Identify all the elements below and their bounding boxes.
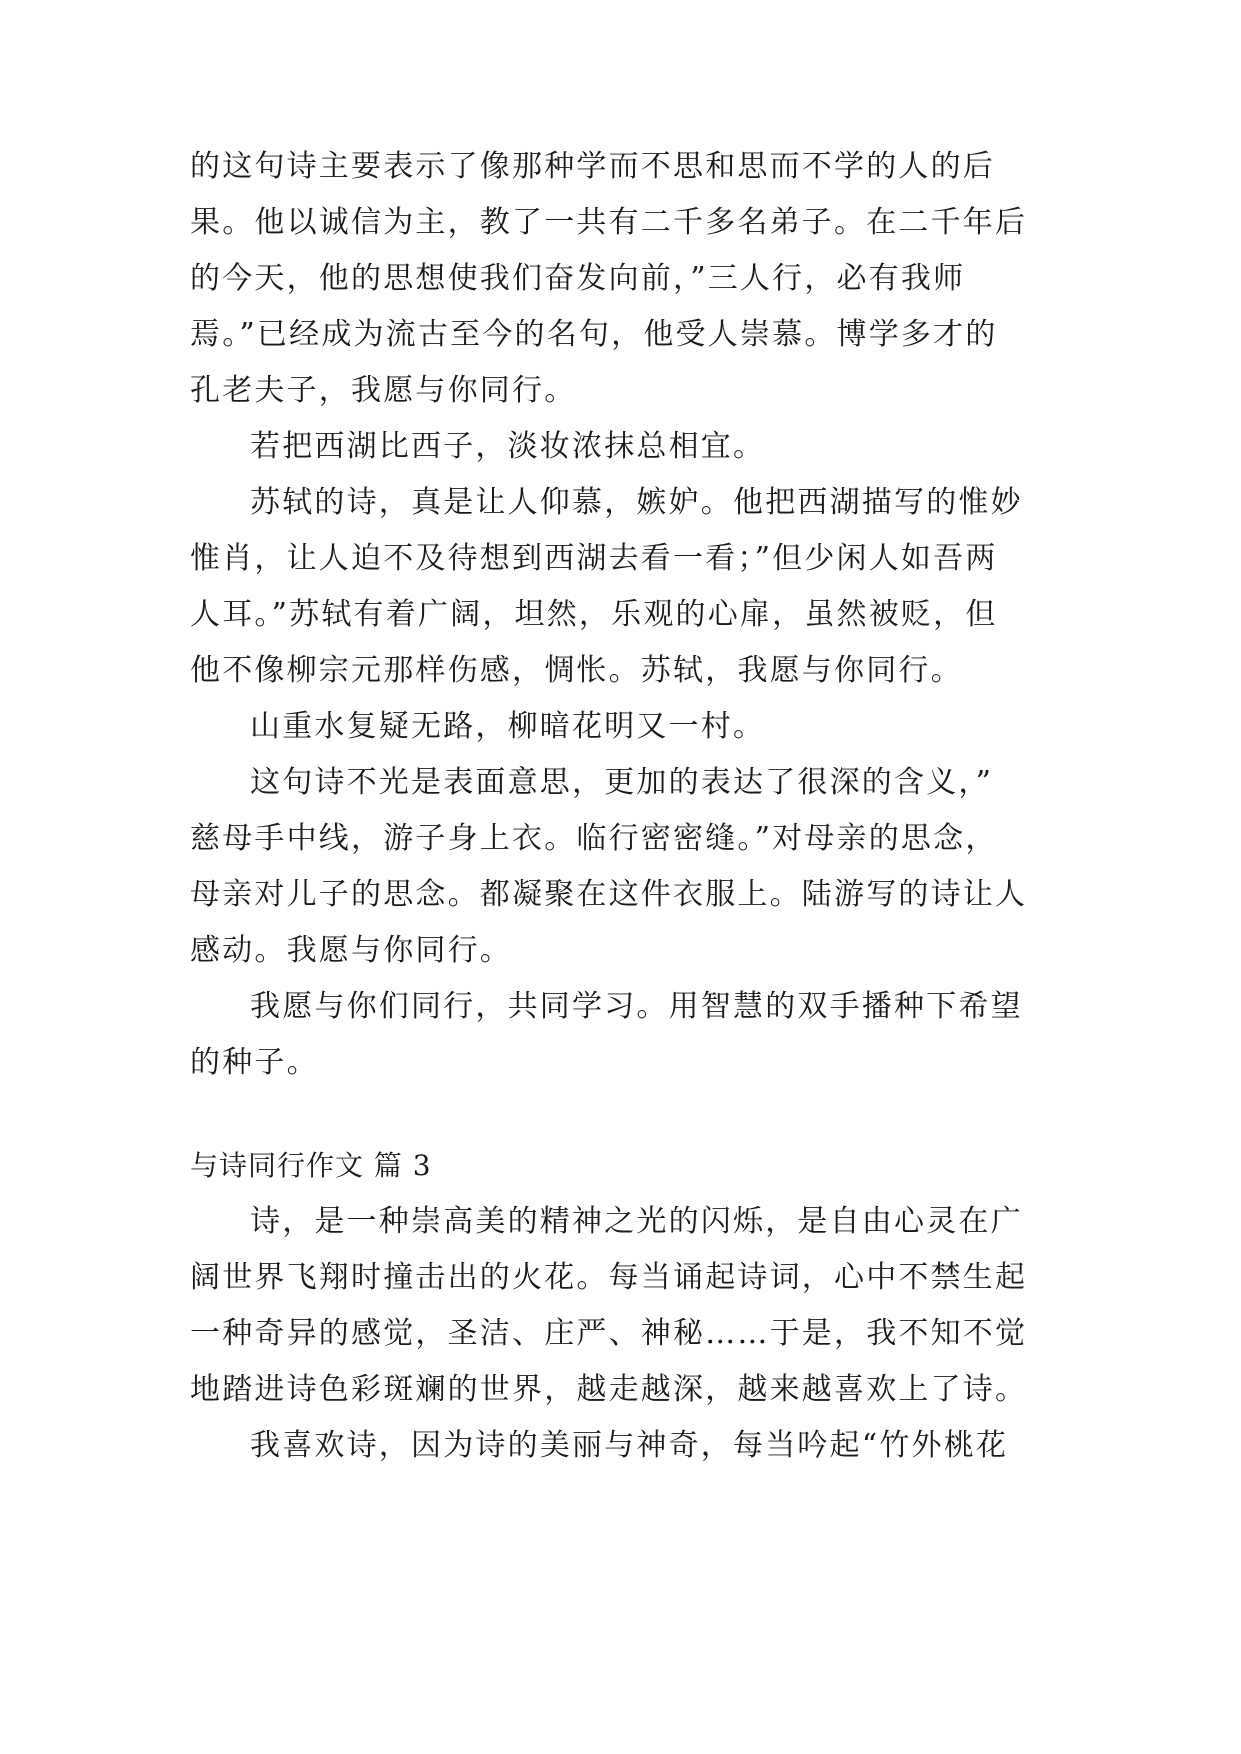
text-line: 这句诗不光是表面意思，更加的表达了很深的含义，” — [250, 765, 994, 800]
text-line: 诗，是一种崇高美的精神之光的闪烁，是自由心灵在广 — [250, 1204, 1023, 1239]
text-line: 一种奇异的感觉，圣洁、庄严、神秘……于是，我不知不觉 — [190, 1316, 1028, 1351]
poem-quote-line: 若把西湖比西子，淡妆浓抹总相宜。 — [250, 429, 766, 464]
text-line: 的今天，他的思想使我们奋发向前，”三人行，必有我师 — [190, 261, 966, 296]
text-line: 慈母手中线，游子身上衣。临行密密缝。”对母亲的思念， — [190, 821, 998, 856]
text-line: 的这句诗主要表示了像那种学而不思和思而不学的人的后 — [190, 149, 995, 184]
text-line: 母亲对儿子的思念。都凝聚在这件衣服上。陆游写的诗让人 — [190, 877, 1028, 912]
text-line: 阔世界飞翔时撞击出的火花。每当诵起诗词，心中不禁生起 — [190, 1260, 1028, 1295]
text-line: 惟肖，让人迫不及待想到西湖去看一看；”但少闲人如吾两 — [190, 541, 998, 576]
text-line: 焉。”已经成为流古至今的名句，他受人崇慕。博学多才的 — [190, 317, 998, 352]
text-line: 感动。我愿与你同行。 — [190, 933, 512, 968]
text-line: 的种子。 — [190, 1045, 319, 1080]
text-line: 人耳。”苏轼有着广阔，坦然，乐观的心扉，虽然被贬，但 — [190, 597, 998, 632]
poem-quote-line: 山重水复疑无路，柳暗花明又一村。 — [250, 709, 766, 744]
text-line: 孔老夫子，我愿与你同行。 — [190, 373, 577, 408]
text-line: 他不像柳宗元那样伤感，惆怅。苏轼，我愿与你同行。 — [190, 653, 963, 688]
section-heading: 与诗同行作文 篇 3 — [190, 1149, 432, 1182]
text-line: 我喜欢诗，因为诗的美丽与神奇，每当吟起“竹外桃花 — [250, 1428, 1009, 1463]
text-line: 苏轼的诗，真是让人仰慕，嫉妒。他把西湖描写的惟妙 — [250, 485, 1023, 520]
text-line: 我愿与你们同行，共同学习。用智慧的双手播种下希望 — [250, 989, 1023, 1024]
text-line: 果。他以诚信为主，教了一共有二千多名弟子。在二千年后 — [190, 205, 1028, 240]
text-line: 地踏进诗色彩斑斓的世界，越走越深，越来越喜欢上了诗。 — [190, 1372, 1028, 1407]
